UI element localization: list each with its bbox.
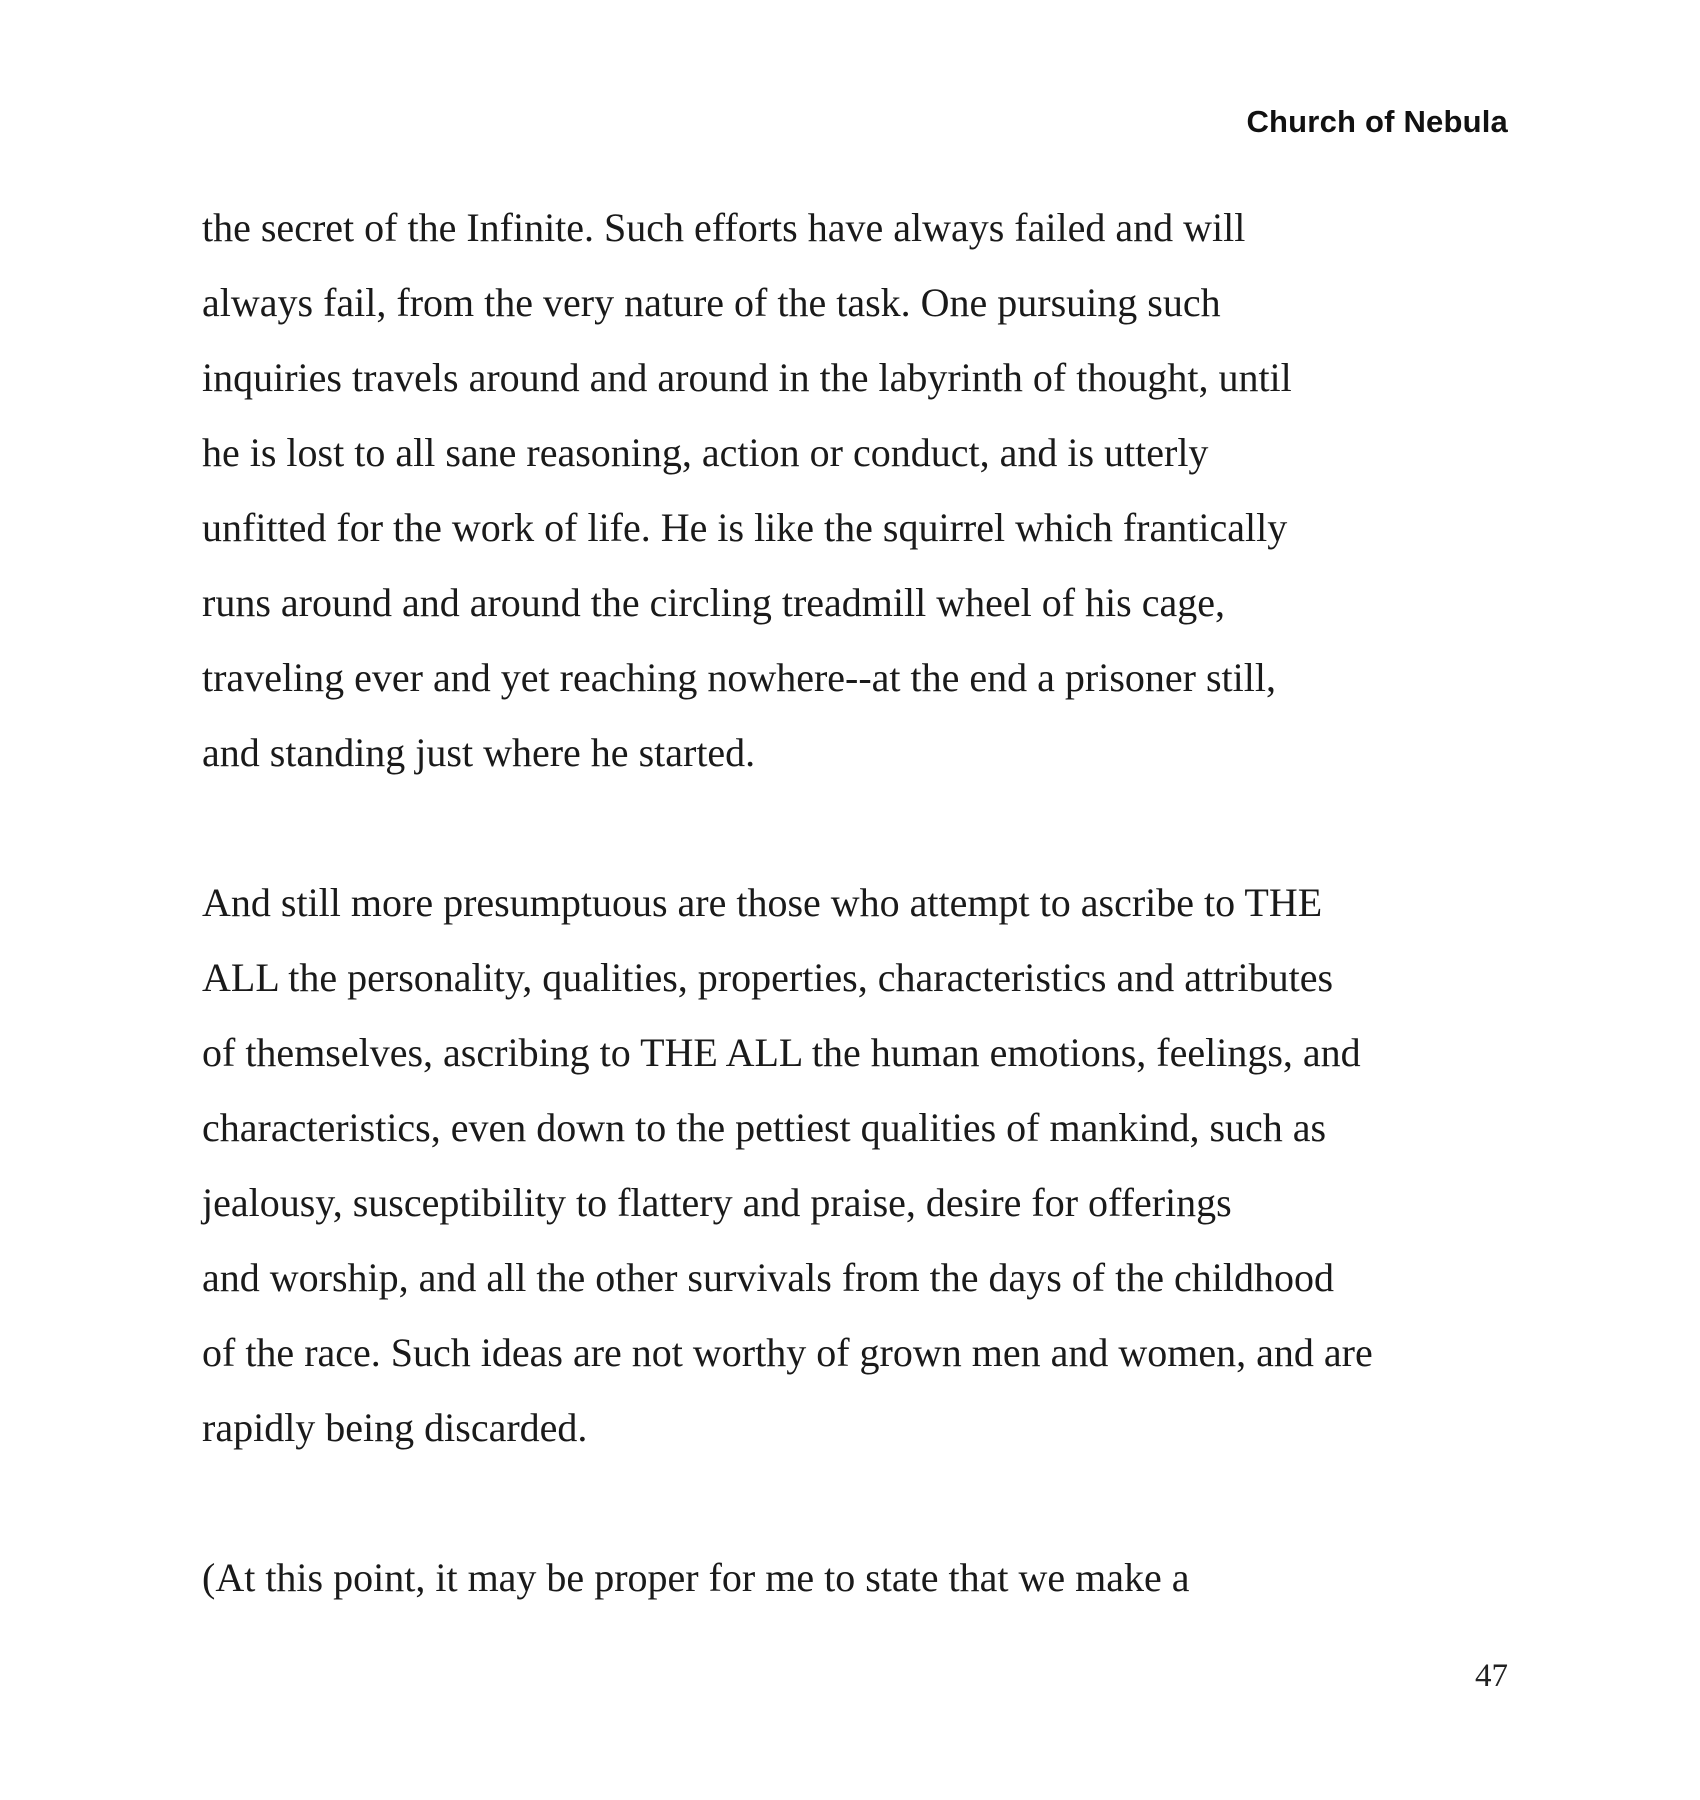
text-line: he is lost to all sane reasoning, action or conduct, and is utterly <box>202 430 1209 475</box>
text-line: characteristics, even down to the pettiest qualities of mankind, such as <box>202 1105 1327 1150</box>
page-number: 47 <box>1475 1658 1508 1694</box>
paragraph-3 <box>202 1540 1522 1615</box>
text-line: And still more presumptuous are those who attempt to ascribe to THE <box>202 880 1323 925</box>
text-line: jealousy, susceptibility to flattery and praise, desire for offerings <box>202 1180 1232 1225</box>
text-line: runs around and around the circling treadmill wheel of his cage, <box>202 580 1225 625</box>
paragraph-1 <box>202 190 1522 790</box>
body-text <box>202 190 1522 1690</box>
text-line: traveling ever and yet reaching nowhere--at the end a prisoner still, <box>202 655 1277 700</box>
text-line: always fail, from the very nature of the task. One pursuing such <box>202 280 1221 325</box>
text-line: unfitted for the work of life. He is like the squirrel which frantically <box>202 505 1288 550</box>
text-line: of the race. Such ideas are not worthy of grown men and women, and are <box>202 1330 1373 1375</box>
paragraph-2 <box>202 865 1522 1465</box>
text-line: inquiries travels around and around in the labyrinth of thought, until <box>202 355 1292 400</box>
text-line: and worship, and all the other survivals from the days of the childhood <box>202 1255 1334 1300</box>
text-line: ALL the personality, qualities, properties, characteristics and attributes <box>202 955 1334 1000</box>
text-line: (At this point, it may be proper for me to state that we make a <box>202 1555 1190 1600</box>
text-line: of themselves, ascribing to THE ALL the human emotions, feelings, and <box>202 1030 1361 1075</box>
text-line: and standing just where he started. <box>202 730 756 775</box>
text-line: rapidly being discarded. <box>202 1405 588 1450</box>
text-line: the secret of the Infinite. Such efforts have always failed and will <box>202 205 1246 250</box>
running-header-title: Church of Nebula <box>1246 104 1508 139</box>
